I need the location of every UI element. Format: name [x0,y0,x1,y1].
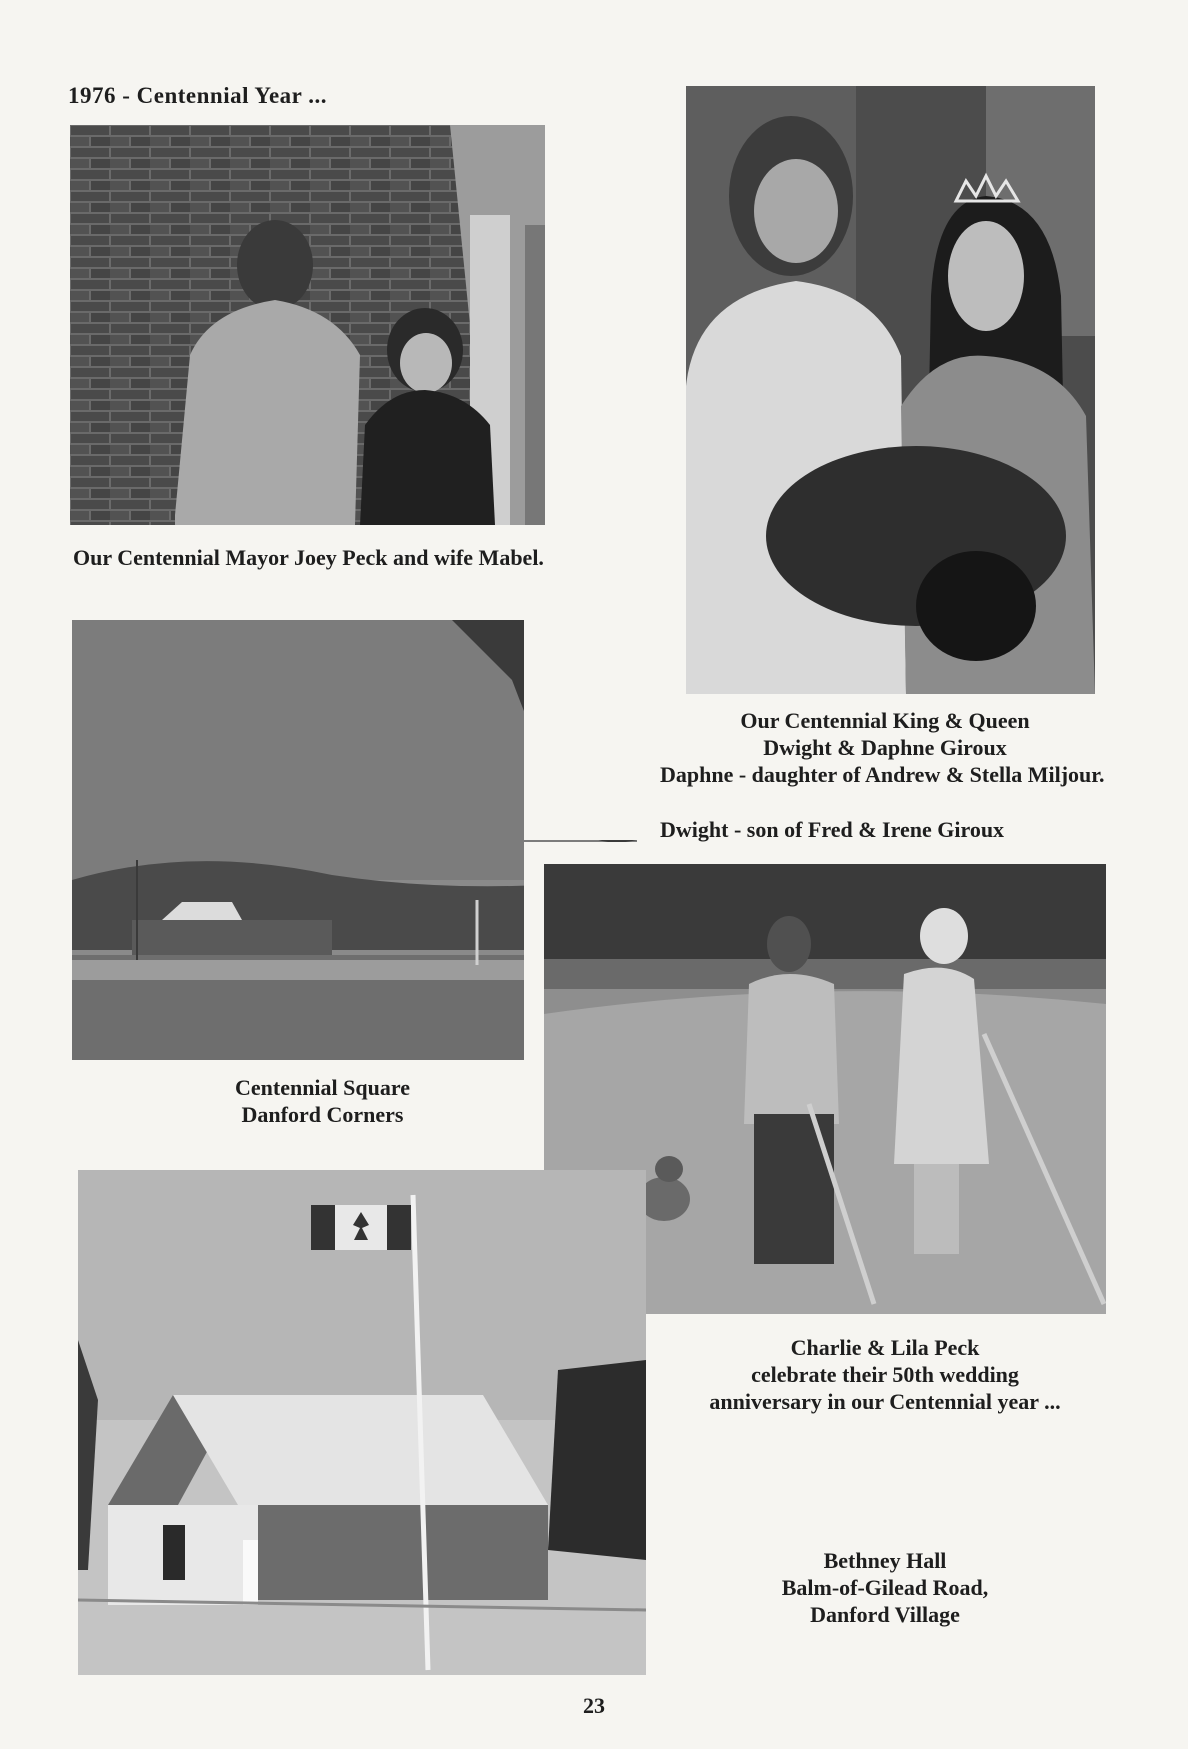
caption-hall-line3: Danford Village [810,1602,960,1627]
caption-anniversary-line3: anniversary in our Centennial year ... [709,1389,1061,1414]
caption-king-queen-title: Our Centennial King & Queen [740,708,1030,733]
photo-bethney-hall [78,1170,646,1675]
photo-mayor-and-wife [70,125,545,525]
caption-king-queen-names: Dwight & Daphne Giroux [763,735,1007,760]
caption-daphne: Daphne - daughter of Andrew & Stella Miljour. [660,762,1105,787]
page-header: 1976 - Centennial Year ... [68,83,327,108]
caption-square-line1: Centennial Square [234,1075,410,1100]
caption-hall-line2: Balm-of-Gilead Road, [781,1575,989,1600]
caption-hall-line1: Bethney Hall [823,1548,947,1573]
caption-anniversary-line2: celebrate their 50th wedding [751,1362,1019,1387]
caption-mayor: Our Centennial Mayor Joey Peck and wife Mabel. [73,545,544,570]
caption-anniversary-line1: Charlie & Lila Peck [790,1335,980,1360]
page-number: 23 [583,1693,605,1718]
photo-king-and-queen [686,86,1095,694]
caption-dwight: Dwight - son of Fred & Irene Giroux [660,817,1005,842]
caption-square-line2: Danford Corners [241,1102,404,1127]
